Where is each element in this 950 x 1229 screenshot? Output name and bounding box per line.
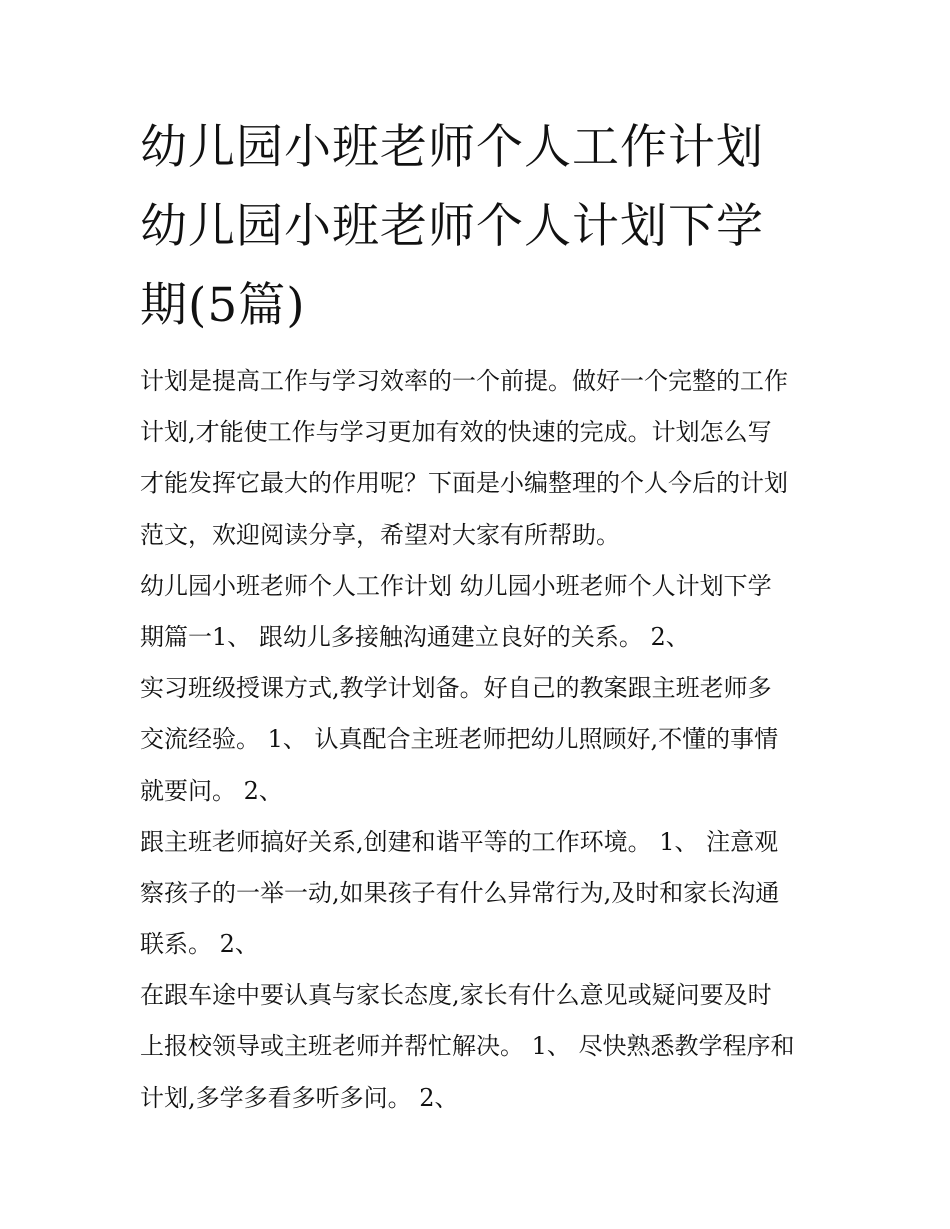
- title-line: 期(5篇): [140, 278, 306, 333]
- body-line: 就要问。 2、: [140, 776, 283, 805]
- body-line: 实习班级授课方式,教学计划备。好自己的教案跟主班老师多: [140, 674, 772, 703]
- body-line: 范文，欢迎阅读分享，希望对大家有所帮助。: [140, 520, 620, 549]
- body-line: 期篇一1、 跟幼儿多接触沟通建立良好的关系。 2、: [140, 622, 690, 651]
- document-body: [140, 356, 820, 1124]
- body-line: 察孩子的一举一动,如果孩子有什么异常行为,及时和家长沟通: [140, 878, 780, 907]
- body-line: 在跟车途中要认真与家长态度,家长有什么意见或疑问要及时: [140, 981, 772, 1010]
- body-line: 上报校领导或主班老师并帮忙解决。 1、 尽快熟悉教学程序和: [140, 1032, 795, 1061]
- body-line: 跟主班老师搞好关系,创建和谐平等的工作环境。 1、 注意观: [140, 827, 779, 856]
- body-line: 才能发挥它最大的作用呢？下面是小编整理的个人今后的计划: [140, 469, 788, 498]
- body-line: 幼儿园小班老师个人工作计划 幼儿园小班老师个人计划下学: [140, 571, 772, 600]
- body-line: 计划是提高工作与学习效率的一个前提。做好一个完整的工作: [140, 367, 788, 395]
- body-line: 计划,多学多看多听多问。 2、: [140, 1083, 459, 1112]
- title-line: 幼儿园小班老师个人计划下学: [140, 199, 764, 254]
- title-line: 幼儿园小班老师个人工作计划: [140, 120, 764, 175]
- body-line: 联系。 2、: [140, 930, 259, 959]
- body-line: 交流经验。 1、 认真配合主班老师把幼儿照顾好,不懂的事情: [140, 725, 779, 754]
- body-line: 计划,才能使工作与学习更加有效的快速的完成。计划怎么写: [140, 418, 772, 447]
- document-title: [140, 108, 840, 345]
